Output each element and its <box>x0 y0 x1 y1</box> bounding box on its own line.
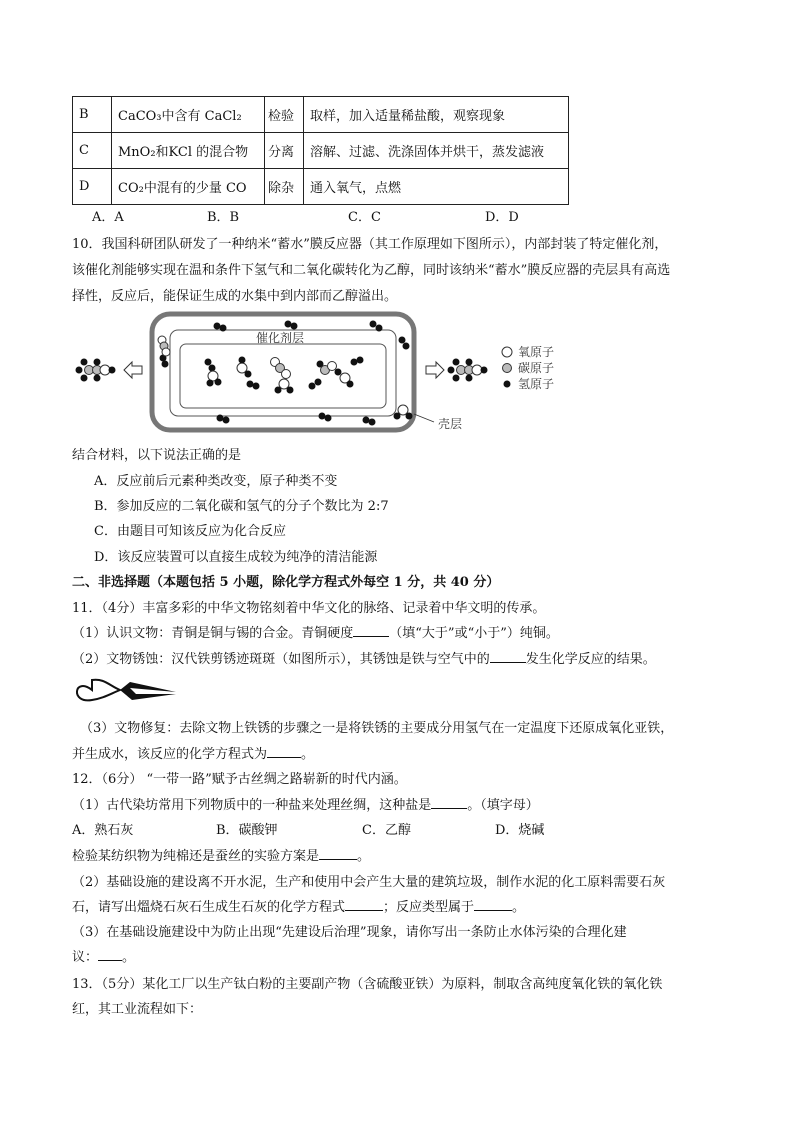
q11-part-1-text: （1）认识文物：青铜是铜与锡的合金。青铜硬度 <box>72 626 354 641</box>
q12-part-2: （2）基础设施的建设离不开水泥，生产和使用中会产生大量的建筑垃圾，制作水泥的化工原料需要石灰 <box>72 875 666 890</box>
answer-blank[interactable] <box>319 847 357 860</box>
q12-choice-b: B．碳酸钾 <box>216 823 278 838</box>
q11-part-3: （3）文物修复：去除文物上铁锈的步骤之一是将铁锈的主要成分用氢气在一定温度下还原成氧化亚铁， <box>80 721 674 736</box>
q10-option-b: B．参加反应的二氧化碳和氢气的分子个数比为 2:7 <box>94 499 389 514</box>
answer-blank[interactable] <box>353 624 389 637</box>
choice-a: A．A <box>92 210 124 225</box>
q11-part-3-text: 并生成水，该反应的化学方程式为 <box>72 747 268 762</box>
answer-blank[interactable] <box>490 650 526 663</box>
q12-stem: 12．（6分） “一带一路”赋予古丝绸之路崭新的时代内涵。 <box>72 772 407 787</box>
q10-stem-line-3: 择性，反应后，能保证生成的水集中到内部而乙醇溢出。 <box>72 289 398 304</box>
iron-scissors-figure <box>72 672 182 708</box>
q12-part-1-hint: 。（填字母） <box>467 798 539 813</box>
ethanol-molecule-right <box>448 359 488 382</box>
q12-choice-a: A．熟石灰 <box>72 823 134 838</box>
diagram-legend <box>502 345 554 391</box>
table-cell: 除杂 <box>265 169 304 205</box>
table-row <box>73 133 569 169</box>
legend-oxygen: 氧原子 <box>518 345 555 359</box>
q12-part-3-cont <box>72 946 135 965</box>
q12-choice-d: D．烧碱 <box>495 823 545 838</box>
q11-stem: 11．（4分）丰富多彩的中华文物铭刻着中华文化的脉络、记录着中华文明的传承。 <box>72 601 546 616</box>
table-cell: MnO₂和KCl 的混合物 <box>112 133 265 169</box>
q13-stem-line-1: 13．（5分）某化工厂以生产钛白粉的主要副产物（含硫酸亚铁）为原料，制取含高纯度氧化铁的氧化铁 <box>72 977 663 992</box>
q11-part-1 <box>72 622 559 641</box>
answer-blank[interactable] <box>98 948 122 961</box>
q10-stem-line-2: 该催化剂能够实现在温和条件下氢气和二氧化碳转化为乙醇，同时该纳米“蓄水”膜反应器的壳层具有高选 <box>72 263 671 278</box>
answer-blank[interactable] <box>267 745 301 758</box>
q12-part-3-end: 。 <box>122 950 136 965</box>
answer-blank[interactable] <box>431 796 467 809</box>
membrane-reactor-diagram <box>70 306 610 436</box>
question-9-option-table <box>72 96 569 205</box>
q10-option-c: C．由题目可知该反应为化合反应 <box>94 524 286 539</box>
left-hollow-arrow <box>124 362 142 378</box>
table-cell: 溶解、过滤、洗涤固体并烘干，蒸发滤液 <box>304 133 569 169</box>
hydrogen-atom-icon <box>504 381 511 388</box>
legend-hydrogen: 氢原子 <box>518 377 555 391</box>
q12-part-3: （3）在基础设施建设中为防止出现“先建设后治理”现象，请你写出一条防止水体污染的合理化建 <box>72 925 627 940</box>
q10-option-a: A．反应前后元素种类改变，原子种类不变 <box>94 474 338 489</box>
choice-d: D．D <box>485 210 519 225</box>
q12-part-2-mid: ；反应类型属于 <box>383 900 475 915</box>
q12-followup-end: 。 <box>357 849 371 864</box>
table-cell: 取样，加入适量稀盐酸，观察现象 <box>304 97 569 133</box>
q12-choice-c: C．乙醇 <box>362 823 411 838</box>
q12-followup-text: 检验某纺织物为纯棉还是蚕丝的实验方案是 <box>72 849 320 864</box>
choice-c: C．C <box>348 210 381 225</box>
q11-part-1-hint: （填“大于”或“小于”）纯铜。 <box>389 626 559 641</box>
q12-part-1 <box>72 794 539 813</box>
table-row <box>73 97 569 133</box>
q12-part-3-text: 议： <box>72 950 99 965</box>
table-cell: 分离 <box>265 133 304 169</box>
table-row <box>73 169 569 205</box>
table-cell: CaCO₃中含有 CaCl₂ <box>112 97 265 133</box>
shell-label: 壳层 <box>438 417 463 431</box>
co2-molecules-inside <box>271 358 337 379</box>
q12-part-2-end: 。 <box>512 900 526 915</box>
shell-label-leader <box>414 414 434 422</box>
table-cell: B <box>73 97 112 133</box>
table-cell: CO₂中混有的少量 CO <box>112 169 265 205</box>
q12-part-1-followup <box>72 845 370 864</box>
q12-part-2-text: 石，请写出熅烧石灰石生成生石灰的化学方程式 <box>72 900 346 915</box>
q10-stem-line-1: 10．我国科研团队研发了一种纳米“蓄水”膜反应器（其工作原理如下图所示），内部封装了特定催化剂， <box>72 237 668 252</box>
q11-part-3-end: 。 <box>301 747 315 762</box>
table-cell: 检验 <box>265 97 304 133</box>
q10-option-d: D．该反应装置可以直接生成较为纯净的清洁能源 <box>94 550 378 565</box>
choice-b: B．B <box>207 210 240 225</box>
oxygen-atom-icon <box>502 347 512 357</box>
co2-molecule <box>158 336 170 356</box>
table-cell: C <box>73 133 112 169</box>
q12-part-2-cont <box>72 896 525 915</box>
carbon-atom-icon <box>503 364 512 373</box>
q13-stem-line-2: 红，其工业流程如下： <box>72 1002 203 1017</box>
section-heading: 二、非选择题（本题包括 5 小题，除化学方程式外每空 1 分，共 40 分） <box>72 575 500 590</box>
table-cell: 通入氧气，点燃 <box>304 169 569 205</box>
ethanol-molecule-left <box>76 359 116 382</box>
legend-carbon: 碳原子 <box>518 361 555 375</box>
q12-part-1-text: （1）古代染坊常用下列物质中的一种盐来处理丝绸，这种盐是 <box>72 798 432 813</box>
right-hollow-arrow <box>426 362 444 378</box>
answer-blank[interactable] <box>345 898 383 911</box>
q11-part-2 <box>72 648 656 667</box>
q11-part-2-end: 发生化学反应的结果。 <box>525 652 656 667</box>
q10-prompt: 结合材料，以下说法正确的是 <box>72 448 242 463</box>
q11-part-3-cont <box>72 743 314 762</box>
answer-blank[interactable] <box>474 898 512 911</box>
q11-part-2-text: （2）文物锈蚀：汉代铁剪锈迹斑斑（如图所示），其锈蚀是铁与空气中的 <box>72 652 490 667</box>
table-cell: D <box>73 169 112 205</box>
catalyst-layer-label: 催化剂层 <box>256 331 305 345</box>
